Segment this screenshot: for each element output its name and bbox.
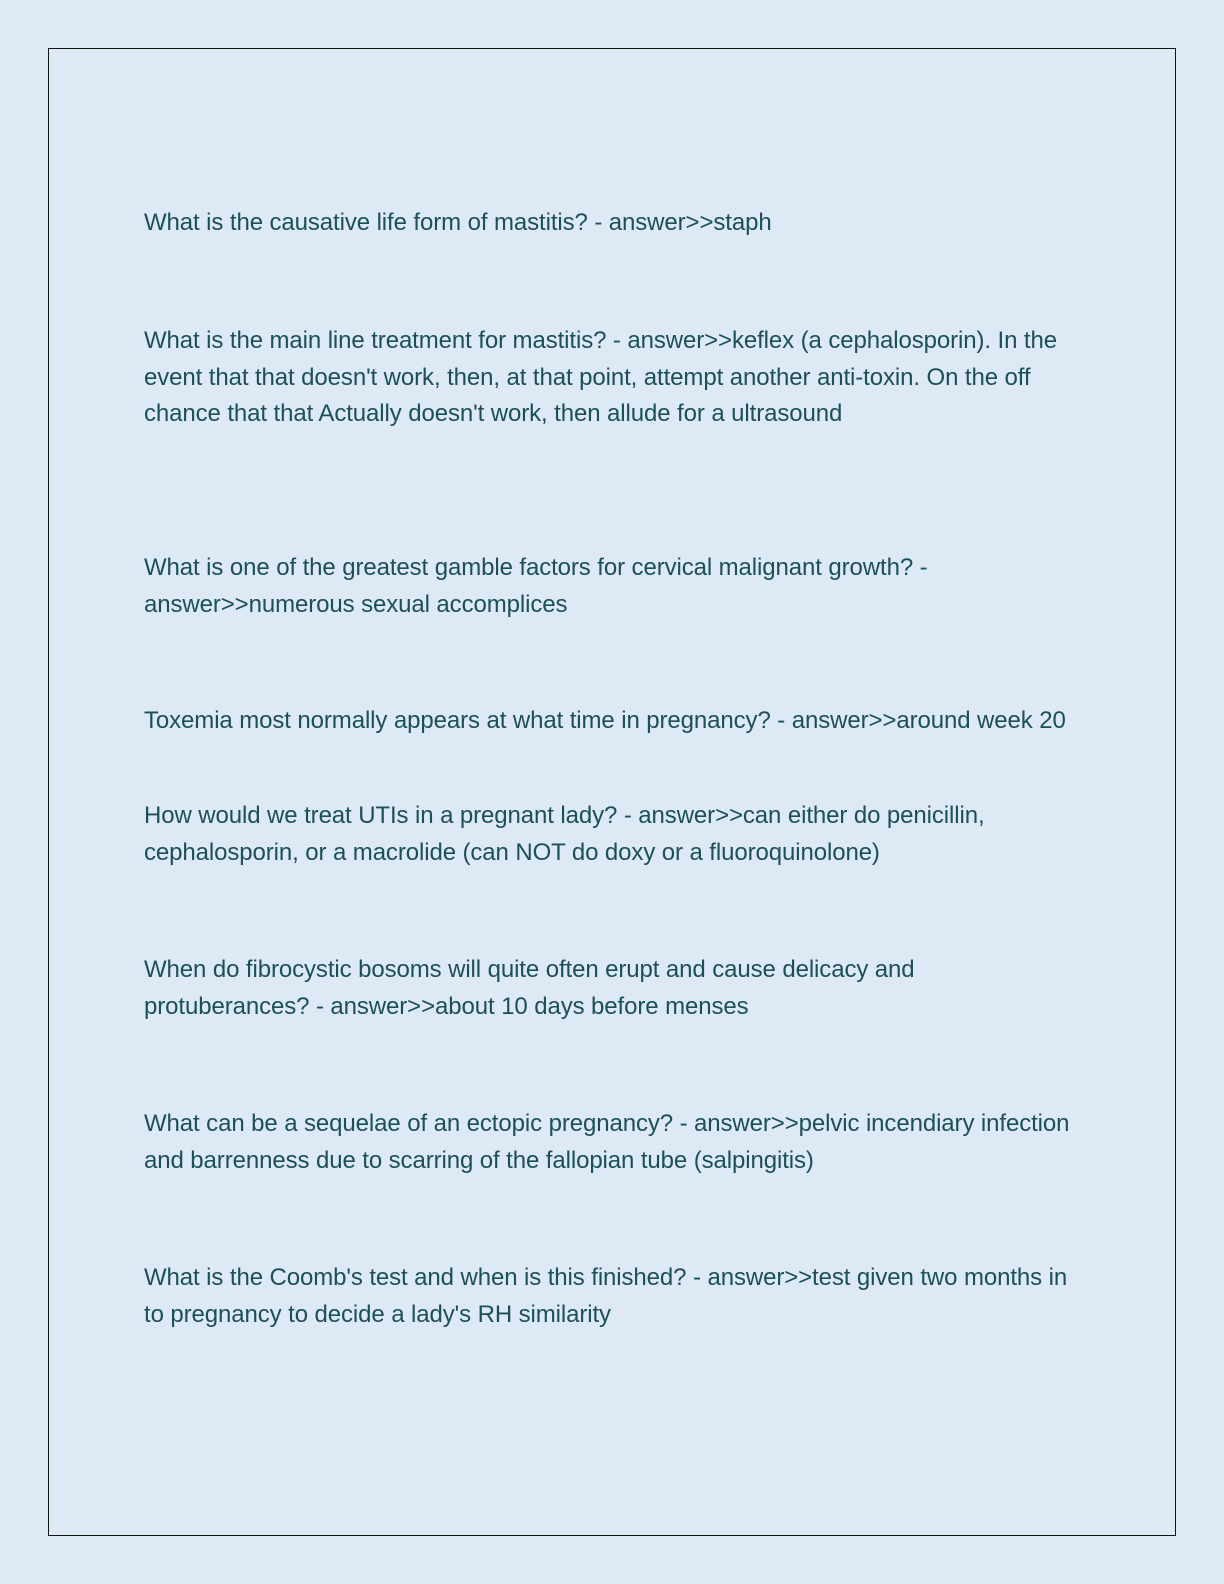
qa-item: Toxemia most normally appears at what time in pregnancy? - answer>>around week 20: [144, 707, 1066, 734]
qa-item: What can be a sequelae of an ectopic pregnancy? - answer>>pelvic incendiary infection and barrenness due to scarring of the fallopian tube (salpingitis): [144, 1110, 1070, 1174]
qa-item: What is the Coomb's test and when is this finished? - answer>>test given two months in to pregnancy to decide a lady's RH similarity: [144, 1264, 1068, 1328]
qa-item: When do fibrocystic bosoms will quite often erupt and cause delicacy and protuberances? - answer>>about 10 days before menses: [144, 956, 915, 1020]
qa-item: What is the main line treatment for mastitis? - answer>>keflex (a cephalosporin). In the event that that doesn't work, then, at that point, attempt another anti-toxin. On the off chance that that Actually doesn't work, then allude for a ultrasound: [144, 327, 1057, 427]
qa-item: What is one of the greatest gamble factors for cervical malignant growth? - answer>>numerous sexual accomplices: [144, 554, 928, 618]
qa-item: How would we treat UTIs in a pregnant lady? - answer>>can either do penicillin, cephalosporin, or a macrolide (can NOT do doxy or a fluoroquinolone): [144, 802, 985, 866]
qa-item: What is the causative life form of mastitis? - answer>>staph: [144, 209, 772, 236]
